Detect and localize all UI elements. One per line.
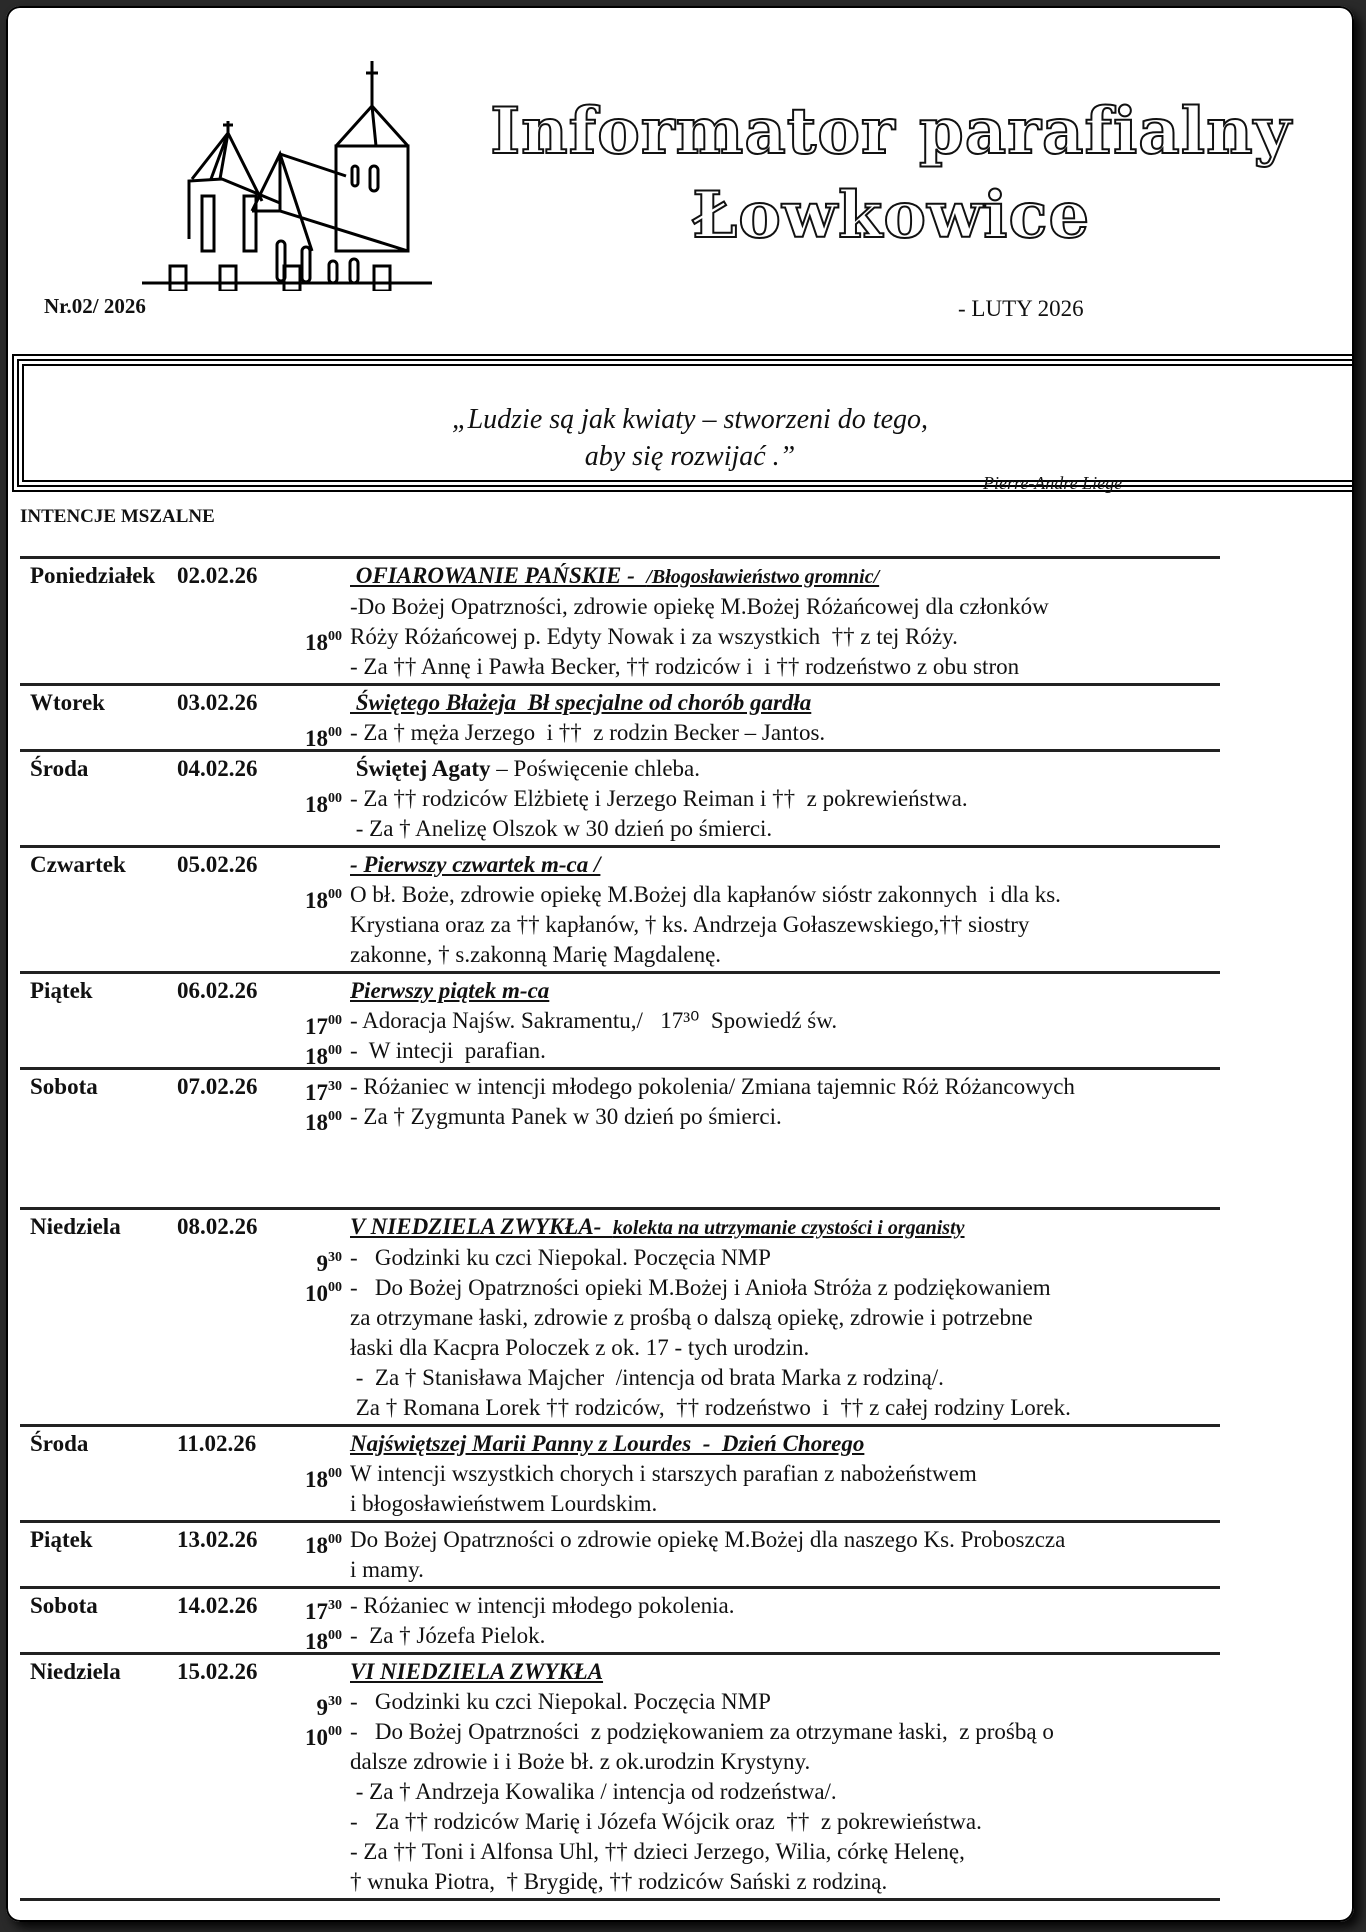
quote-author: Pierre-Andre Liege (983, 473, 1123, 493)
divider-line (20, 1898, 1220, 1901)
date: 08.02.26 (177, 1214, 258, 1239)
intention-row (20, 1589, 1220, 1652)
intention-line (316, 1243, 1220, 1276)
intention-row (20, 1655, 1220, 1898)
intention-lines (305, 1525, 1220, 1585)
intention-text: - Różaniec w intencji młodego pokolenia/ Zmiana tajemnic Róż Różancowych (350, 1074, 1075, 1099)
intention-line (305, 1459, 1220, 1492)
intention-line (350, 1807, 1220, 1837)
intention-line (350, 1555, 1220, 1585)
intention-text: Do Bożej Opatrzności o zdrowie opiekę M.Bożej dla naszego Ks. Proboszcza (350, 1527, 1066, 1552)
mass-time: $18^{00}$ (305, 1532, 342, 1558)
mass-time: $18^{00}$ (305, 791, 342, 817)
day-heading: VI NIEDZIELA ZWYKŁA (350, 1659, 604, 1684)
intention-line (350, 1867, 1220, 1897)
intention-text: -Do Bożej Opatrzności, zdrowie opiekę M.Bożej Różańcowej dla członków (350, 594, 1049, 619)
intention-text: za otrzymane łaski, zdrowie z prośbą o dalszą opiekę, zdrowie i potrzebne (350, 1305, 1033, 1330)
intention-line (350, 1393, 1220, 1423)
day-name: Środa (30, 1431, 89, 1456)
issue-month: - LUTY 2026 (958, 296, 1084, 321)
date: 13.02.26 (177, 1527, 258, 1552)
day-heading: Najświętszej Marii Panny z Lourdes - Dzień Chorego (350, 1431, 865, 1456)
intention-lines (305, 976, 1220, 1069)
intention-text: dalsze zdrowie i i Boże bł. z ok.urodzin Krystyny. (350, 1749, 811, 1774)
intention-text: i mamy. (350, 1557, 424, 1582)
intention-text: - Za † męża Jerzego i †† z rodzin Becker – Jantos. (350, 720, 826, 745)
intention-line (350, 910, 1220, 940)
mass-time-minutes: 00 (328, 1628, 342, 1643)
bulletin-page (6, 6, 1354, 1922)
mass-time-minutes: 00 (328, 791, 342, 806)
mass-time: $18^{00}$ (305, 1109, 342, 1135)
intention-line (350, 940, 1220, 970)
intention-line (350, 561, 1220, 592)
title-line-1: Informator parafialny (490, 94, 1292, 169)
mass-time: $17^{00}$ (305, 1013, 342, 1039)
mass-time: $17^{30}$ (305, 1598, 342, 1624)
intention-text: Róży Różańcowej p. Edyty Nowak i za wszystkich †† z tej Róży. (350, 624, 958, 649)
intention-line (350, 652, 1220, 682)
quote-line-1: „Ludzie są jak kwiaty – stworzeni do tego, (452, 404, 928, 435)
date: 04.02.26 (177, 756, 258, 781)
date: 11.02.26 (177, 1431, 257, 1456)
day-heading: Świętego Błażeja Bł specjalne od chorób gardła (350, 690, 812, 715)
intention-line (305, 622, 1220, 655)
date: 02.02.26 (177, 563, 258, 588)
intention-line (350, 1777, 1220, 1807)
intention-text: - Za † Anelizę Olszok w 30 dzień po śmierci. (350, 816, 773, 841)
intention-line (305, 1036, 1220, 1069)
date: 07.02.26 (177, 1074, 258, 1099)
intention-line (305, 1621, 1220, 1654)
mass-time-minutes: 00 (328, 1109, 342, 1124)
mass-time: $9^{30}$ (316, 1694, 342, 1720)
date: 06.02.26 (177, 978, 258, 1003)
intention-lines (305, 1657, 1220, 1897)
intention-line (350, 1303, 1220, 1333)
mass-time: $18^{00}$ (305, 629, 342, 655)
intention-lines (305, 561, 1220, 682)
intention-line (350, 976, 1220, 1006)
intention-row (20, 1210, 1220, 1424)
day-name: Sobota (30, 1074, 98, 1099)
mass-time-minutes: 00 (328, 1013, 342, 1028)
intention-text: - Godzinki ku czci Niepokal. Poczęcia NMP (350, 1245, 771, 1270)
mass-time: $17^{30}$ (305, 1079, 342, 1105)
mass-time-minutes: 00 (328, 1280, 342, 1295)
intention-line (305, 1525, 1220, 1558)
intention-line (350, 1657, 1220, 1687)
intention-text: Za † Romana Lorek †† rodziców, †† rodzeństwo i †† z całej rodziny Lorek. (350, 1395, 1071, 1420)
intention-line (350, 1333, 1220, 1363)
intention-text: zakonne, † s.zakonną Marię Magdalenę. (350, 942, 722, 967)
church-drawing-icon (102, 51, 432, 291)
day-name: Niedziela (30, 1214, 121, 1239)
day-name: Poniedziałek (30, 563, 156, 588)
intention-text: - Różaniec w intencji młodego pokolenia. (350, 1593, 735, 1618)
intention-text: - Godzinki ku czci Niepokal. Poczęcia NMP (350, 1689, 771, 1714)
mass-time: $9^{30}$ (316, 1250, 342, 1276)
intention-line (305, 784, 1220, 817)
intention-row (20, 752, 1220, 845)
section-title: INTENCJE MSZALNE (20, 506, 215, 527)
intention-text: - Za †† Toni i Alfonsa Uhl, †† dzieci Jerzego, Wilia, córkę Helenę, (350, 1839, 965, 1864)
mass-time-minutes: 00 (328, 629, 342, 644)
intention-line (305, 1273, 1220, 1306)
intention-row (20, 1070, 1220, 1133)
intention-text: - Za †† Annę i Pawła Becker, †† rodziców i i †† rodzeństwo z obu stron (350, 654, 1020, 679)
intention-text: - Za † Andrzeja Kowalika / intencja od rodzeństwa/. (350, 1779, 837, 1804)
issue-number: Nr.02/ 2026 (44, 294, 146, 318)
title-line-2: Łowkowice (691, 178, 1091, 253)
intention-text: - Do Bożej Opatrzności z podziękowaniem za otrzymane łaski, z prośbą o (350, 1719, 1054, 1744)
date: 03.02.26 (177, 690, 258, 715)
intention-line (350, 1363, 1220, 1393)
intention-text: łaski dla Kacpra Poloczek z ok. 17 - tych urodzin. (350, 1335, 810, 1360)
day-name: Środa (30, 756, 89, 781)
intention-lines (305, 1212, 1220, 1423)
mass-time-minutes: 00 (328, 725, 342, 740)
intention-text: Krystiana oraz za †† kapłanów, † ks. Andrzeja Gołaszewskiego,†† siostry (350, 912, 1030, 937)
mass-time: $10^{00}$ (305, 1724, 342, 1750)
intention-line (350, 688, 1220, 718)
mass-time-minutes: 00 (328, 1466, 342, 1481)
date: 14.02.26 (177, 1593, 258, 1618)
quote-text (19, 401, 1361, 475)
intention-row (20, 1427, 1220, 1520)
intention-text: i błogosławieństwem Lourdskim. (350, 1491, 658, 1516)
quote-box (12, 354, 1354, 492)
intention-text: - Adoracja Najśw. Sakramentu,/ 17³⁰ Spowiedź św. (350, 1008, 838, 1033)
day-heading: Pierwszy piątek m-ca (350, 978, 550, 1003)
heading-subtitle: kolekta na utrzymanie czystości i organisty (612, 1217, 965, 1239)
mass-time: $18^{00}$ (305, 1628, 342, 1654)
intention-text: - Za †† rodziców Elżbietę i Jerzego Reiman i †† z pokrewieństwa. (350, 786, 968, 811)
intention-lines (305, 1591, 1220, 1654)
mass-time-minutes: 00 (328, 1043, 342, 1058)
intention-line (350, 1747, 1220, 1777)
intention-line (305, 718, 1220, 751)
mass-intentions-table (20, 556, 1220, 1901)
mass-time-minutes: 30 (328, 1598, 342, 1613)
intention-row (20, 1523, 1220, 1586)
intention-text: † wnuka Piotra, † Brygidę, †† rodziców Sański z rodziną. (350, 1869, 888, 1894)
intention-line (350, 1837, 1220, 1867)
mass-time: $10^{00}$ (305, 1280, 342, 1306)
intention-row (20, 686, 1220, 749)
intention-lines (305, 1429, 1220, 1519)
intention-line (305, 1072, 1220, 1105)
mass-time: $18^{00}$ (305, 725, 342, 751)
intention-line (305, 1591, 1220, 1624)
intention-line (350, 1429, 1220, 1459)
intention-line (350, 1212, 1220, 1243)
intention-text: - W intecji parafian. (350, 1038, 546, 1063)
mass-time-minutes: 30 (328, 1079, 342, 1094)
mass-time-minutes: 30 (328, 1694, 342, 1709)
intention-line (305, 1006, 1220, 1039)
intention-line (305, 1717, 1220, 1750)
date: 15.02.26 (177, 1659, 258, 1684)
intention-lines (305, 754, 1220, 844)
intention-text: - Za †† rodziców Marię i Józefa Wójcik oraz †† z pokrewieństwa. (350, 1809, 982, 1834)
intention-lines (305, 688, 1220, 751)
intention-lines (305, 1072, 1220, 1135)
intention-text: - Za † Zygmunta Panek w 30 dzień po śmierci. (350, 1104, 782, 1129)
intention-text: O bł. Boże, zdrowie opiekę M.Bożej dla kapłanów sióstr zakonnych i dla ks. (350, 882, 1061, 907)
day-name: Piątek (30, 978, 93, 1003)
heading-subtitle: /Błogosławieństwo gromnic/ (646, 566, 880, 588)
intention-row (20, 974, 1220, 1067)
intention-row (20, 848, 1220, 971)
day-name: Wtorek (30, 690, 105, 715)
mass-time-minutes: 00 (328, 1532, 342, 1547)
intention-text: - Do Bożej Opatrzności opieki M.Bożej i Anioła Stróża z podziękowaniem (350, 1275, 1051, 1300)
mass-time-minutes: 30 (328, 1250, 342, 1265)
intention-line (316, 1687, 1220, 1720)
intention-line (350, 754, 1220, 784)
intention-line (350, 850, 1220, 880)
intention-row (20, 559, 1220, 683)
mass-time-minutes: 00 (328, 1724, 342, 1739)
intention-line (305, 1102, 1220, 1135)
mass-time: $18^{00}$ (305, 1466, 342, 1492)
mass-time-minutes: 00 (328, 887, 342, 902)
intention-line (350, 592, 1220, 622)
day-name: Sobota (30, 1593, 98, 1618)
quote-line-2: aby się rozwijać .” (584, 441, 796, 472)
day-heading: OFIAROWANIE PAŃSKIE - /Błogosławieństwo gromnic/ (350, 563, 880, 588)
intention-line (350, 1489, 1220, 1519)
intention-lines (305, 850, 1220, 970)
day-name: Piątek (30, 1527, 93, 1552)
feast-name: Świętej Agaty (350, 756, 491, 781)
newsletter-title (426, 90, 1356, 258)
intention-line (305, 880, 1220, 913)
day-heading: V NIEDZIELA ZWYKŁA- kolekta na utrzymanie czystości i organisty (350, 1214, 965, 1239)
day-heading: - Pierwszy czwartek m-ca / (350, 852, 601, 877)
intention-text: - Za † Józefa Pielok. (350, 1623, 546, 1648)
intention-text: Świętej Agaty – Poświęcenie chleba. (350, 756, 701, 781)
section-gap (20, 1133, 1220, 1207)
day-name: Czwartek (30, 852, 126, 877)
intention-line (350, 814, 1220, 844)
intention-text: W intencji wszystkich chorych i starszych parafian z nabożeństwem (350, 1461, 977, 1486)
date: 05.02.26 (177, 852, 258, 877)
mass-time: $18^{00}$ (305, 1043, 342, 1069)
mass-time: $18^{00}$ (305, 887, 342, 913)
day-name: Niedziela (30, 1659, 121, 1684)
intention-text: - Za † Stanisława Majcher /intencja od brata Marka z rodziną/. (350, 1365, 944, 1390)
